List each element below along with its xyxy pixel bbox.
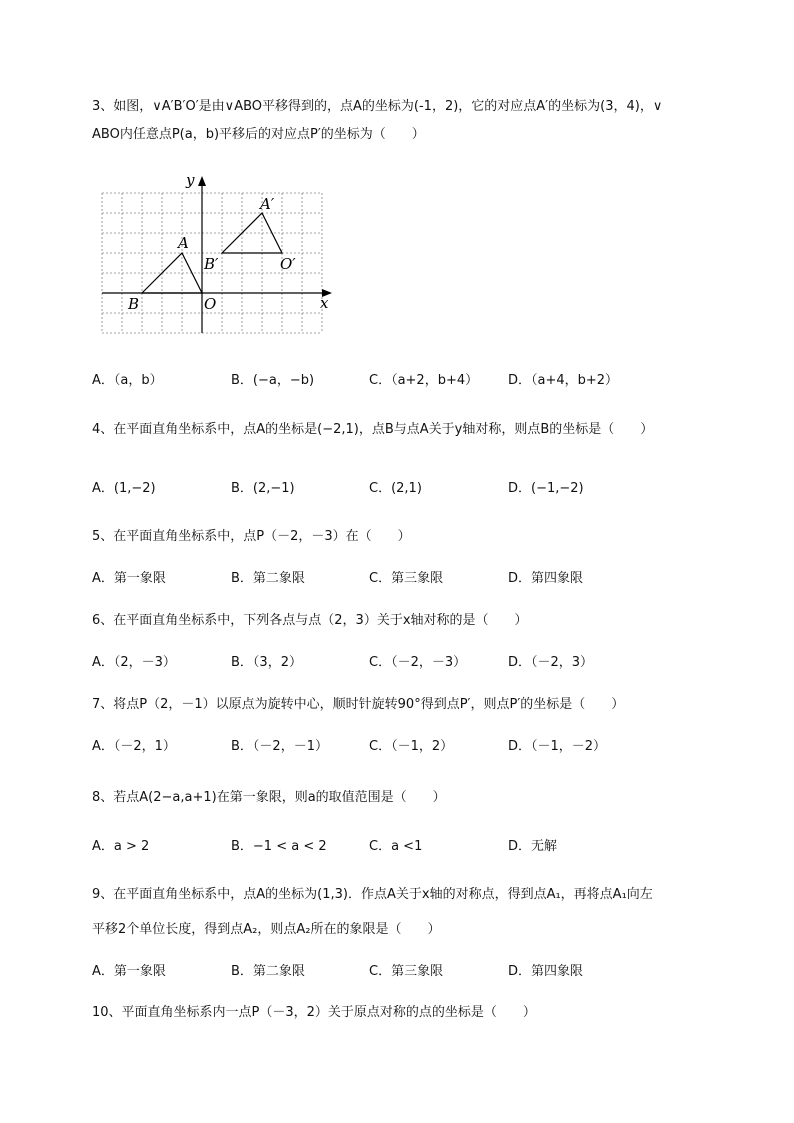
q7-stem: 7、将点P（2，－1）以原点为旋转中心，顺时针旋转90°得到点P′，则点P′的坐标是（ ） [92,697,625,712]
q8-option-d[interactable]: D．无解 [508,839,558,854]
q4-option-a[interactable]: A．(1,−2) [92,481,156,496]
q8-stem: 8、若点A(2−a,a+1)在第一象限，则a的取值范围是（ ） [92,790,446,805]
q5-option-b[interactable]: B．第二象限 [231,571,305,586]
q8-option-a[interactable]: A．a > 2 [92,839,150,854]
label-b-prime: B′ [204,255,219,273]
q4-option-c[interactable]: C．(2,1) [369,481,422,496]
q9-option-b[interactable]: B．第二象限 [231,964,305,979]
q6-option-d[interactable]: D．（－2，3） [508,655,594,670]
y-axis-arrow [198,176,206,186]
q4-option-d[interactable]: D．(−1,−2) [508,481,584,496]
label-b: B [128,295,140,313]
label-a: A [178,234,189,252]
q8-option-b[interactable]: B．−1 < a < 2 [231,839,327,854]
q6-option-c[interactable]: C．（－2，－3） [369,655,467,670]
q7-option-d[interactable]: D．（－1，－2） [508,739,607,754]
q9-option-c[interactable]: C．第三象限 [369,964,444,979]
q7-option-b[interactable]: B．（－2，－1） [231,739,328,754]
q4-option-b[interactable]: B．(2,−1) [231,481,295,496]
q4-stem: 4、在平面直角坐标系中，点A的坐标是(−2,1)，点B与点A关于y轴对称，则点B的坐标是（ ） [92,422,654,437]
q8-option-c[interactable]: C．a <1 [369,839,423,854]
q3-option-a[interactable]: A．（a，b） [92,373,163,388]
q3-stem-line2: ABO内任意点P(a，b)平移后的对应点P′的坐标为（ ） [92,127,425,142]
label-origin: O [204,295,217,313]
q3-option-b[interactable]: B．(−a，−b) [231,373,315,388]
label-o-prime: O′ [280,255,296,273]
q5-stem: 5、在平面直角坐标系中，点P（－2，－3）在（ ） [92,529,411,544]
q5-option-c[interactable]: C．第三象限 [369,571,444,586]
q9-stem-line2: 平移2个单位长度，得到点A₂，则点A₂所在的象限是（ ） [92,922,441,937]
q3-coordinate-figure [92,168,342,348]
q6-stem: 6、在平面直角坐标系中，下列各点与点（2，3）关于x轴对称的是（ ） [92,613,528,628]
label-x: x [320,294,329,312]
q5-option-a[interactable]: A．第一象限 [92,571,166,586]
q7-option-c[interactable]: C．（－1，2） [369,739,454,754]
q9-stem-line1: 9、在平面直角坐标系中，点A的坐标为(1,3)．作点A关于x轴的对称点，得到点A₁，再将点A₁向左 [92,887,653,902]
q3-stem-line1: 3、如图，∨A′B′O′是由∨ABO平移得到的，点A的坐标为(-1，2)，它的对应点A′的坐标为(3，4)，∨ [92,99,663,114]
q9-option-d[interactable]: D．第四象限 [508,964,584,979]
q6-option-b[interactable]: B．（3，2） [231,655,302,670]
label-y: y [186,171,195,189]
q7-option-a[interactable]: A．（－2，1） [92,739,176,754]
q5-option-d[interactable]: D．第四象限 [508,571,584,586]
label-a-prime: A′ [260,195,275,213]
q9-option-a[interactable]: A．第一象限 [92,964,166,979]
q10-stem: 10、平面直角坐标系内一点P（－3，2）关于原点对称的点的坐标是（ ） [92,1005,536,1020]
q3-option-c[interactable]: C．（a+2，b+4） [369,373,479,388]
q6-option-a[interactable]: A．（2，－3） [92,655,176,670]
q3-option-d[interactable]: D．（a+4，b+2） [508,373,619,388]
